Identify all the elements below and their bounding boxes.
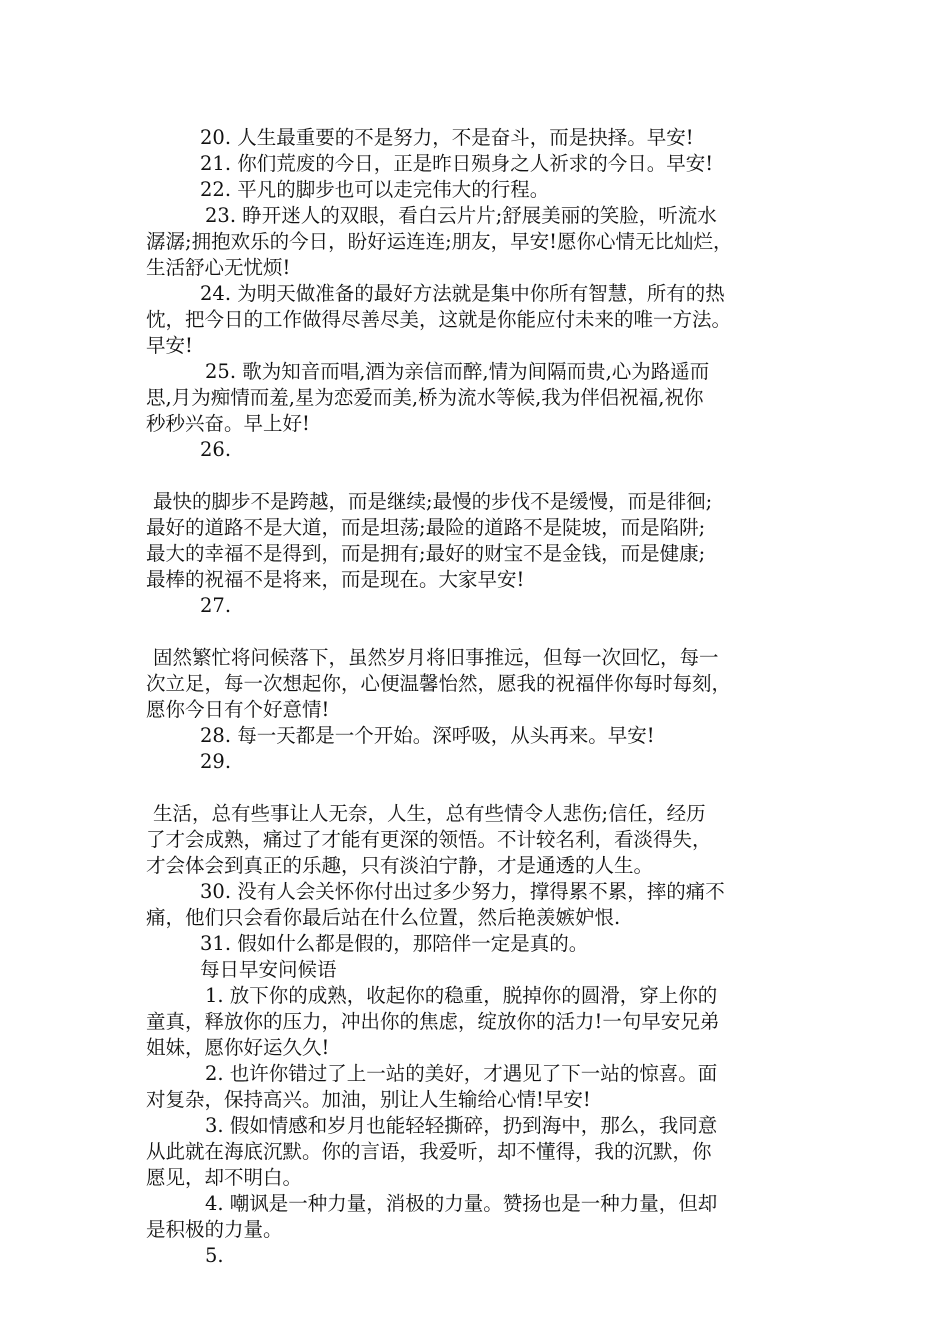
text-line: 21. 你们荒废的今日，正是昨日殒身之人祈求的今日。早安! xyxy=(200,152,714,175)
text-line: 了才会成熟，痛过了才能有更深的领悟。不计较名利，看淡得失， xyxy=(146,828,712,851)
text-line: 23. 睁开迷人的双眼，看白云片片;舒展美丽的笑脸，听流水 xyxy=(205,204,717,227)
text-line: 22. 平凡的脚步也可以走完伟大的行程。 xyxy=(200,178,550,201)
text-line: 次立足，每一次想起你，心便温馨怡然，愿我的祝福伴你每时每刻， xyxy=(146,672,732,695)
text-line: 秒秒兴奋。早上好! xyxy=(146,412,310,435)
text-line: 最好的道路不是大道，而是坦荡;最险的道路不是陡坡，而是陷阱; xyxy=(146,516,706,539)
text-line: 生活，总有些事让人无奈，人生，总有些情令人悲伤;信任，经历 xyxy=(153,802,706,825)
text-line: 是积极的力量。 xyxy=(146,1218,283,1241)
section-heading: 每日早安问候语 xyxy=(200,958,337,981)
text-line: 4. 嘲讽是一种力量，消极的力量。赞扬也是一种力量，但却 xyxy=(205,1192,718,1215)
text-line: 早安! xyxy=(146,334,193,357)
text-line: 最大的幸福不是得到，而是拥有;最好的财宝不是金钱，而是健康; xyxy=(146,542,706,565)
text-line: 2. 也许你错过了上一站的美好，才遇见了下一站的惊喜。面 xyxy=(205,1062,718,1085)
text-line: 3. 假如情感和岁月也能轻轻撕碎，扔到海中，那么，我同意 xyxy=(205,1114,718,1137)
text-line: 24. 为明天做准备的最好方法就是集中你所有智慧，所有的热 xyxy=(200,282,725,305)
text-line: 潺潺;拥抱欢乐的今日，盼好运连连;朋友，早安!愿你心情无比灿烂， xyxy=(146,230,733,253)
text-line: 20. 人生最重要的不是努力，不是奋斗，而是抉择。早安! xyxy=(200,126,694,149)
text-line: 才会体会到真正的乐趣，只有淡泊宁静，才是通透的人生。 xyxy=(146,854,654,877)
text-line: 思,月为痴情而羞,星为恋爱而美,桥为流水等候,我为伴侣祝福,祝你 xyxy=(146,386,704,409)
text-line: 最快的脚步不是跨越，而是继续;最慢的步伐不是缓慢，而是徘徊; xyxy=(153,490,713,513)
text-line: 从此就在海底沉默。你的言语，我爱听，却不懂得，我的沉默，你 xyxy=(146,1140,712,1163)
text-line: 29. xyxy=(200,750,232,773)
text-line: 最棒的祝福不是将来，而是现在。大家早安! xyxy=(146,568,525,591)
text-line: 25. 歌为知音而唱,酒为亲信而醉,情为间隔而贵,心为路遥而 xyxy=(205,360,710,383)
text-line: 28. 每一天都是一个开始。深呼吸，从头再来。早安! xyxy=(200,724,655,747)
text-line: 对复杂，保持高兴。加油，别让人生输给心情!早安! xyxy=(146,1088,591,1111)
text-line: 生活舒心无忧烦! xyxy=(146,256,291,279)
text-line: 愿你今日有个好意情! xyxy=(146,698,330,721)
text-line: 27. xyxy=(200,594,232,617)
text-line: 愿见，却不明白。 xyxy=(146,1166,303,1189)
text-line: 忱，把今日的工作做得尽善尽美，这就是你能应付未来的唯一方法。 xyxy=(146,308,732,331)
text-line: 31. 假如什么都是假的，那陪伴一定是真的。 xyxy=(200,932,589,955)
text-line: 1. 放下你的成熟，收起你的稳重，脱掉你的圆滑，穿上你的 xyxy=(205,984,718,1007)
text-line: 固然繁忙将问候落下，虽然岁月将旧事推远，但每一次回忆，每一 xyxy=(153,646,719,669)
text-line: 姐妹，愿你好运久久! xyxy=(146,1036,330,1059)
text-line: 童真，释放你的压力，冲出你的焦虑，绽放你的活力!一句早安兄弟 xyxy=(146,1010,720,1033)
text-line: 5. xyxy=(205,1244,224,1267)
text-line: 26. xyxy=(200,438,232,461)
text-line: 30. 没有人会关怀你付出过多少努力，撑得累不累，摔的痛不 xyxy=(200,880,725,903)
text-line: 痛，他们只会看你最后站在什么位置，然后艳羡嫉妒恨. xyxy=(146,906,621,929)
